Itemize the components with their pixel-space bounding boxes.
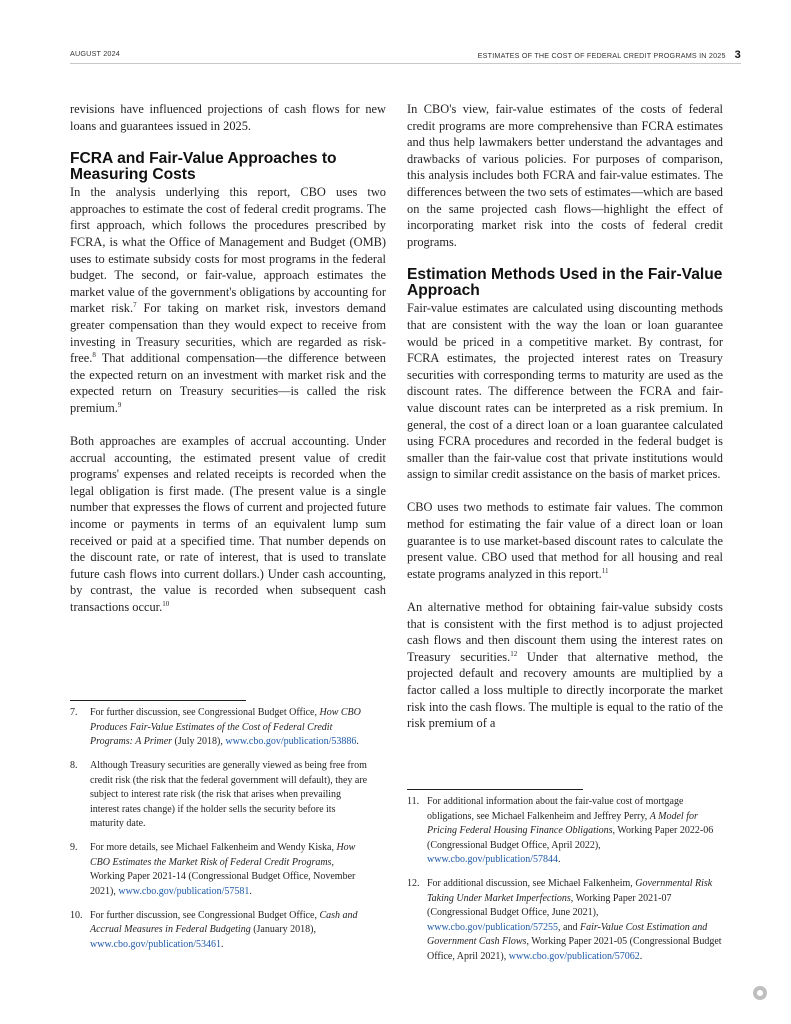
footnote-text-part: . — [558, 854, 561, 865]
footnote-ref[interactable]: 10 — [162, 600, 170, 609]
paragraph — [407, 499, 723, 582]
footnote-text-part: . — [221, 938, 224, 950]
footnote-ref[interactable]: 11 — [601, 566, 609, 575]
footnote-link[interactable]: www.cbo.gov/publication/57581 — [118, 885, 250, 897]
footnote-text-part: , Working Paper 2021-14 (Congressional Budget Office, November 2021), — [90, 856, 356, 897]
footnote-text-part: For additional discussion, see Michael Falkenheim, — [427, 878, 636, 889]
footnote-title: A Model for Pricing Federal Housing Finance Obligations — [427, 810, 698, 836]
footnote-ref[interactable]: 9 — [117, 400, 122, 409]
footnote-link[interactable]: www.cbo.gov/publication/53461 — [90, 938, 222, 950]
paragraph-text: An alternative method for obtaining fair-value subsidy costs that is consistent with the first method is to adjust projected cash flows and then discount them using the interest rates on Treasury securities. — [407, 600, 723, 664]
paragraph-text: Both approaches are examples of accrual accounting. Under accrual accounting, the estimated present value of credit programs' expenses and related receipts is recorded when the legal obligation is first made. (The present value is a single number that expresses the flows of current and projected future income or payments in terms of an equivalent lump sum received or paid at a specified time. That number depends on the discount rate, or rate of interest, that is used to translate future cash flows into current dollars.) Under cash accounting, by contrast, the value is recorded when subsequent cash transactions occur. — [70, 434, 386, 615]
footnote-divider — [70, 700, 246, 701]
paragraph: revisions have influenced projections of cash flows for new loans and guarantees issued in 2025. — [70, 102, 386, 133]
footnote-text-part: . — [356, 736, 359, 747]
footnote-text-part: , and — [558, 921, 580, 933]
footnote-title: Cash and Accrual Measures in Federal Budgeting — [90, 909, 358, 935]
footnote-text-part: , Working Paper 2022-06 (Congressional Budget Office, April 2022), — [427, 825, 714, 851]
footnote-text-part: . — [249, 885, 252, 897]
page-number: 3 — [734, 49, 741, 61]
footnote-divider — [407, 789, 583, 790]
header-divider — [70, 63, 741, 64]
footnote — [70, 706, 370, 750]
paragraph-text: That additional compensation—the difference between the expected return on an investment with market risk and the expected return on Treasury securities—is called the risk premium. — [70, 351, 386, 415]
footnote-ref[interactable]: 7 — [133, 301, 137, 310]
footnote-text — [90, 841, 370, 899]
footnote — [70, 841, 370, 899]
footnote-ref[interactable]: 8 — [92, 351, 96, 360]
paragraph-text: For taking on market risk, investors demand greater compensation than they would expect to receive from investing in Treasury securities, which are regarded as risk-free. — [70, 301, 386, 366]
footnote-link[interactable]: www.cbo.gov/publication/57255 — [427, 921, 559, 933]
paragraph-text: In the analysis underlying this report, CBO uses two approaches to estimate the cost of federal credit programs. The first approach, which follows the procedures prescribed by FCRA, is what the Office of Management and Budget (OMB) uses to estimate subsidy costs for most programs in the federal budget. The second, or fair-value, approach estimates the market value of the government's obligations by accounting for market risk. — [70, 185, 386, 316]
paragraph-text: Under that alternative method, the projected default and recovery amounts are multiplied by a factor called a loss multiple to directly incorporate the market risk into the cash flows. The multiple is equal to the ratio of the risk premium of a — [407, 649, 723, 731]
footnote-title: How CBO Estimates the Market Risk of Federal Credit Programs — [90, 842, 356, 868]
footnote-text-part: , Working Paper 2021-05 (Congressional Budget Office, April 2021), — [427, 936, 722, 962]
footnote-title: Governmental Risk Taking Under Market Imperfections — [427, 878, 713, 904]
footnote-number: 8. — [70, 760, 78, 771]
running-header-title — [478, 49, 741, 61]
section-heading: FCRA and Fair-Value Approaches to Measuring Costs — [70, 150, 337, 184]
footnote — [70, 909, 370, 953]
page-marker-icon — [753, 986, 767, 1000]
footnote-text — [427, 795, 723, 868]
paragraph — [70, 184, 386, 416]
paragraph — [70, 433, 386, 616]
footnote-text — [90, 909, 370, 953]
footnote — [70, 759, 370, 832]
footnote-link[interactable]: www.cbo.gov/publication/53886 — [225, 736, 357, 747]
section-heading: Estimation Methods Used in the Fair-Value Approach — [407, 266, 723, 300]
footnote-text-part: (July 2018), — [172, 736, 226, 747]
footnote-text: Although Treasury securities are generally viewed as being free from credit risk (the risk that the federal government will default), they are subject to interest rate risk (the risk that arises when prevailing interest rates change) if the holder sells the security before its maturity date. — [90, 760, 368, 829]
paragraph-text: CBO uses two methods to estimate fair values. The common method for estimating the fair value of a direct loan or loan guarantee is to use market-based discount rates to calculate the present value. CBO used that method for all housing and real estate programs analyzed in this report. — [407, 500, 723, 581]
footnote-text-part: , Working Paper 2021-07 (Congressional Budget Office, June 2021), — [427, 892, 672, 918]
footnote — [407, 877, 723, 964]
footnote-title: How CBO Produces Fair-Value Estimates of the Cost of Federal Credit Programs: A Primer — [90, 707, 361, 747]
footnote-text-part: (January 2018), — [250, 924, 316, 935]
footnote-number: 9. — [70, 842, 78, 853]
left-column — [70, 101, 386, 616]
footnote-title: Fair-Value Cost Estimation and Government Cash Flows — [427, 921, 708, 947]
footnote — [407, 795, 723, 868]
footnote-text-part: For further discussion, see Congressional Budget Office, — [90, 707, 320, 718]
footnote-text-part: For more details, see Michael Falkenheim and Wendy Kiska, — [90, 842, 337, 853]
footnote-link[interactable]: www.cbo.gov/publication/57844 — [427, 854, 559, 865]
footnote-number: 10. — [70, 909, 83, 921]
footnote-number: 12. — [407, 878, 420, 889]
paragraph — [407, 599, 723, 732]
footnote-text — [90, 706, 370, 750]
running-header-report-title: ESTIMATES OF THE COST OF FEDERAL CREDIT PROGRAMS IN 2025 — [477, 50, 726, 60]
footnote-text-part: For further discussion, see Congressional Budget Office, — [90, 909, 320, 921]
footnote-ref[interactable]: 12 — [510, 649, 518, 658]
running-header-date: AUGUST 2024 — [70, 49, 121, 58]
right-column — [407, 101, 723, 732]
paragraph: Fair-value estimates are calculated using discounting methods that are consistent with the way the loan or loan guarantee would be priced in a competitive market. By contrast, for FCRA estimates, the projected interest rates on Treasury securities with corresponding terms to maturity are used as the discount rates. The difference between the FCRA and fair-value discount rates can be interpreted as a risk premium. In general, the cost of a direct loan or a loan guarantee calculated using FCRA procedures and recorded in the federal budget is smaller than the fair-value cost that private institutions would assign to similar credit assistance on the basis of market prices. — [407, 301, 723, 482]
paragraph: In CBO's view, fair-value estimates of the costs of federal credit programs are more comprehensive than FCRA estimates and thus help lawmakers better understand the advantages and drawbacks of various policies. For purposes of comparison, this analysis includes both FCRA and fair-value estimates. The differences between the two sets of estimates—which are based on the same projected cash flows—highlight the effect of incorporating market risk into the costs of federal credit programs. — [407, 102, 723, 249]
footnotes-right — [407, 789, 723, 974]
footnote-text-part: . — [639, 950, 643, 962]
footnote-text — [427, 877, 723, 964]
footnotes-left — [70, 700, 370, 962]
footnote-text-part: For additional information about the fair-value cost of mortgage obligations, see Michael Falkenheim and Jeffrey Perry, — [427, 796, 684, 822]
footnote-number: 7. — [70, 707, 78, 718]
footnote-number: 11. — [407, 796, 420, 807]
footnote-link[interactable]: www.cbo.gov/publication/57062 — [508, 950, 640, 962]
